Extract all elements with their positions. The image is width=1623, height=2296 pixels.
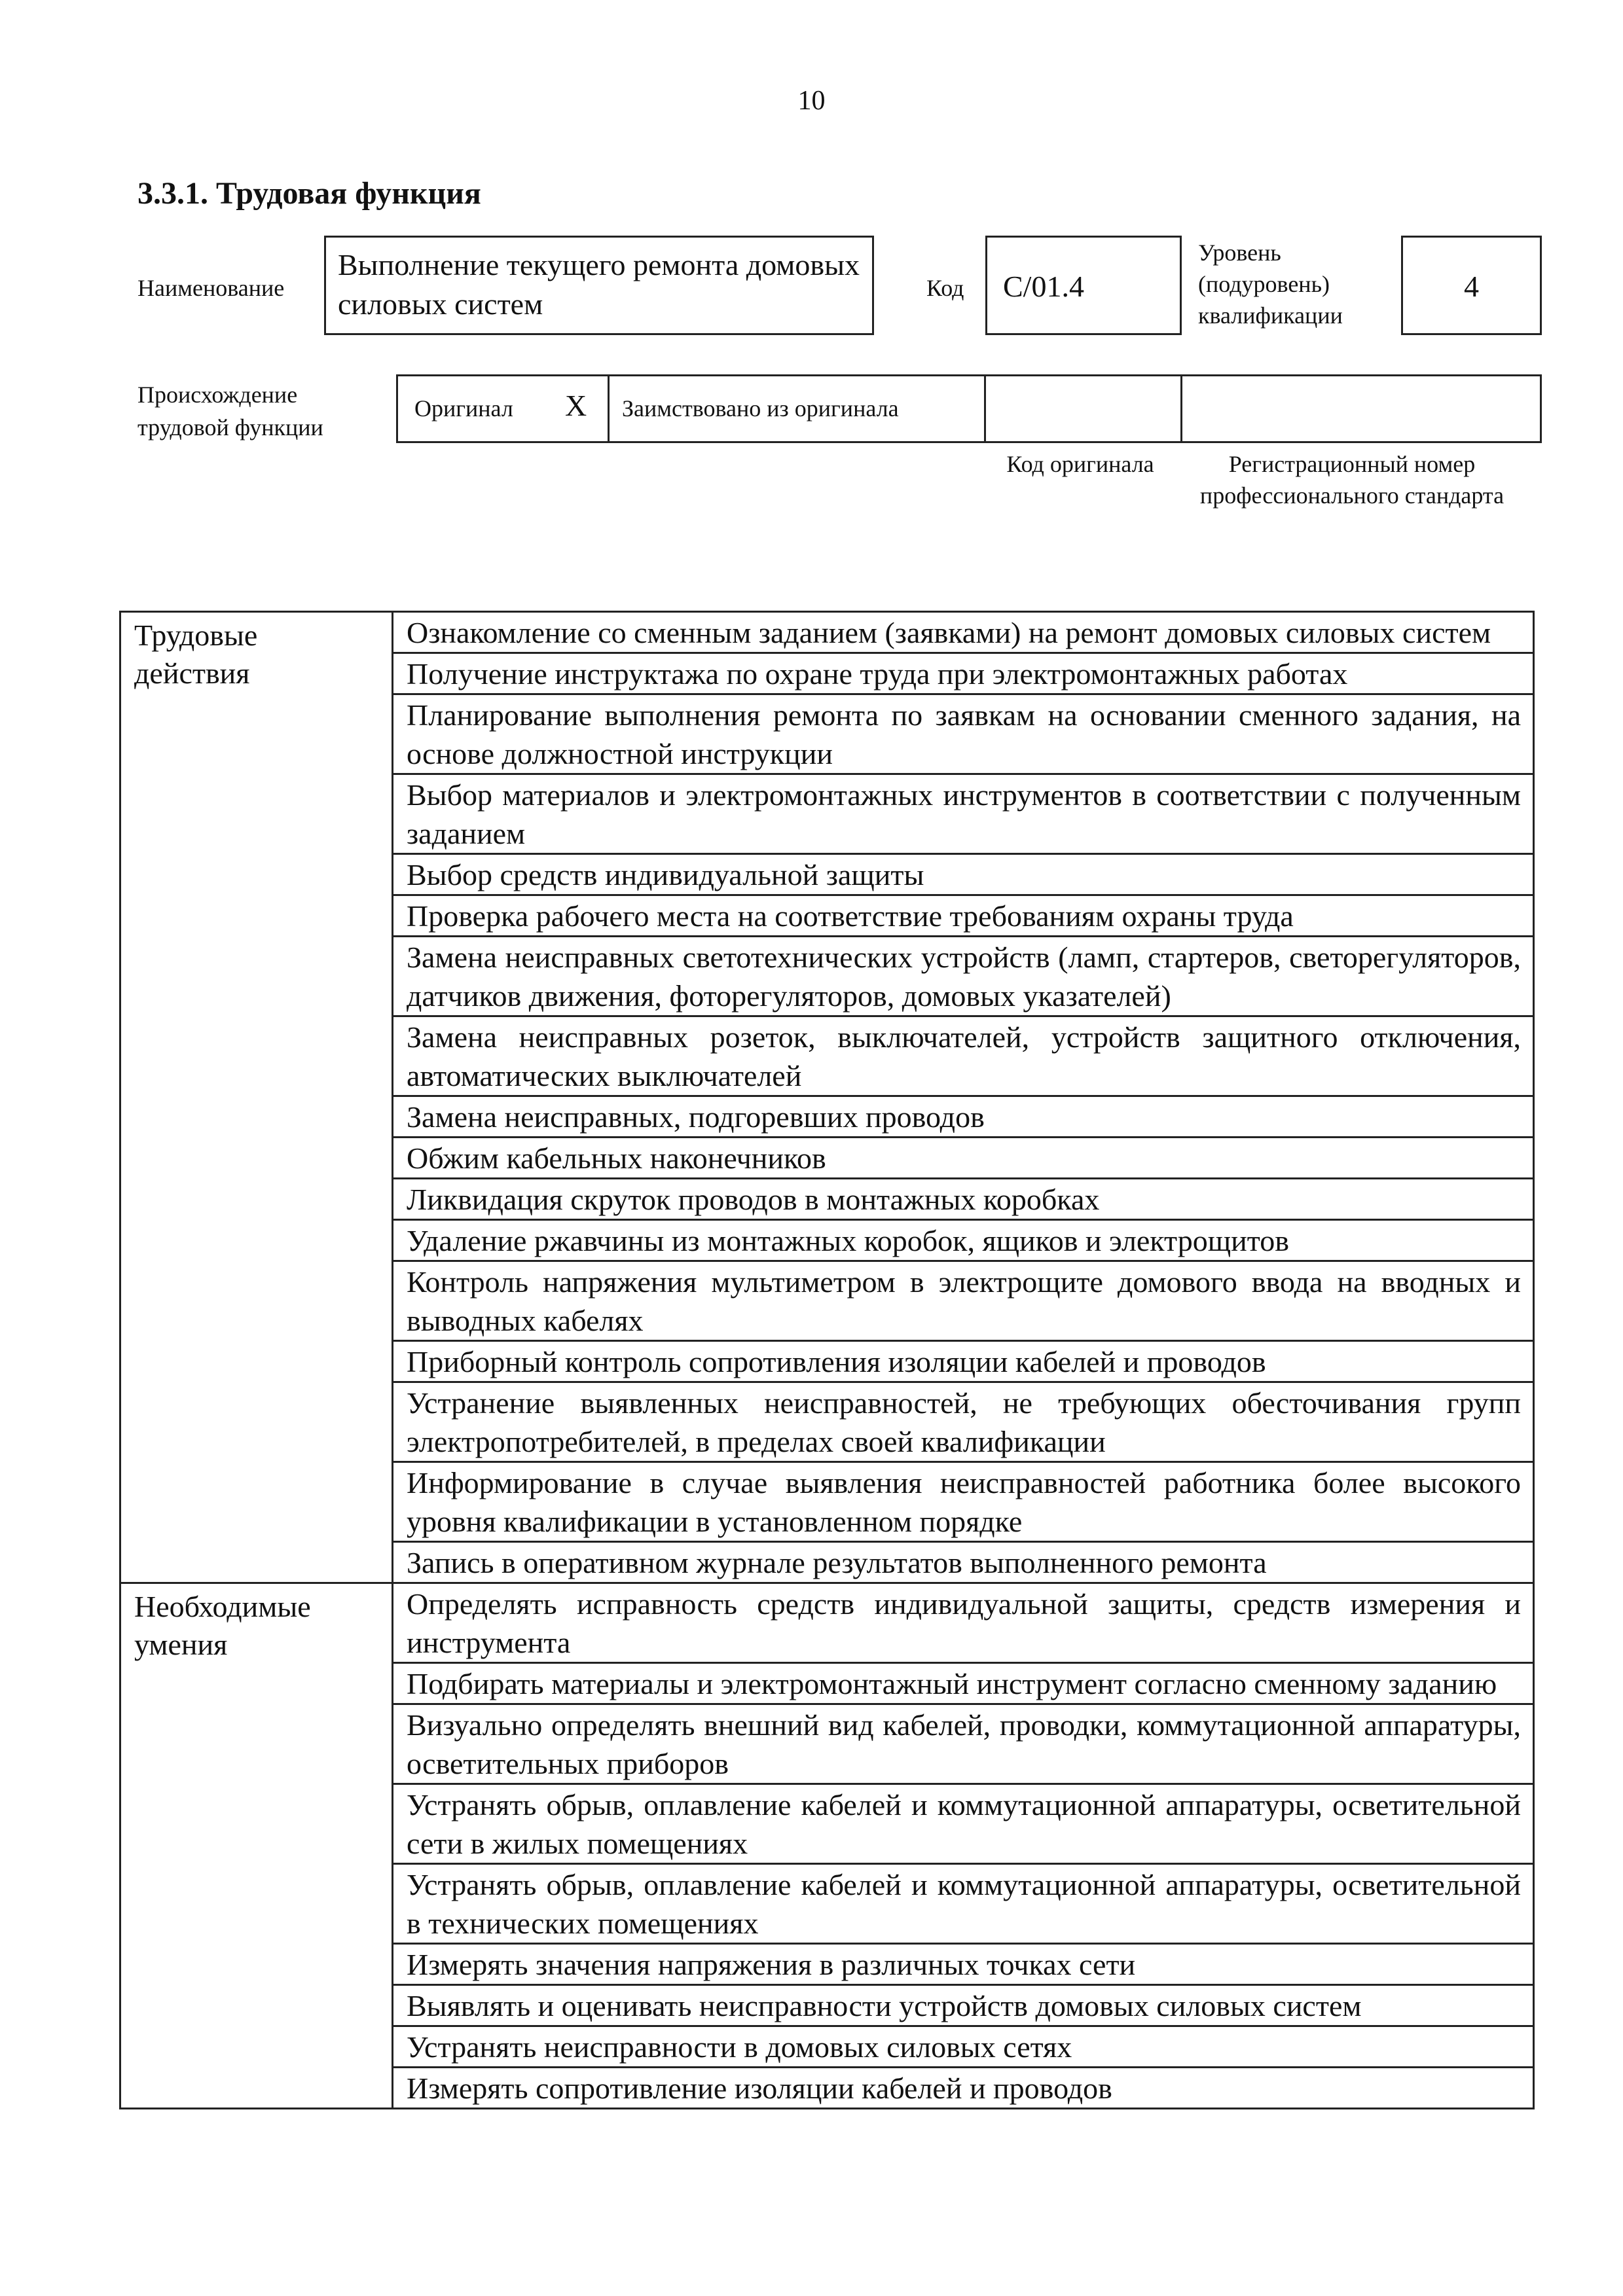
table-row: Измерять значения напряжения в различных точках сети: [393, 1943, 1533, 1984]
table-row: Подбирать материалы и электромонтажный инструмент согласно сменному заданию: [393, 1662, 1533, 1703]
table-row: Ликвидация скруток проводов в монтажных коробках: [393, 1177, 1533, 1219]
table-row: Контроль напряжения мультиметром в электрощите домового ввода на вводных и выводных кабелях: [393, 1260, 1533, 1340]
table-row: Выбор средств индивидуальной защиты: [393, 853, 1533, 894]
code-box: [985, 236, 1182, 335]
work-function-table: [119, 611, 1535, 2109]
code-value: С/01.4: [1003, 270, 1084, 303]
level-box: [1401, 236, 1542, 335]
table-group: [121, 1582, 1533, 2108]
reg-number-caption: Регистрационный номер профессионального стандарта: [1199, 451, 1504, 509]
table-row: Получение инструктажа по охране труда при электромонтажных работах: [393, 652, 1533, 693]
table-row: Выявлять и оценивать неисправности устройств домовых силовых систем: [393, 1984, 1533, 2025]
table-row: Устранять обрыв, оплавление кабелей и коммутационной аппаратуры, осветительной сети в жилых помещениях: [393, 1783, 1533, 1863]
table-row: Устранять неисправности в домовых силовых сетях: [393, 2025, 1533, 2066]
table-row: Визуально определять внешний вид кабелей, проводки, коммутационной аппаратуры, осветительных приборов: [393, 1703, 1533, 1783]
table-row: Определять исправность средств индивидуальной защиты, средств измерения и инструмента: [407, 1587, 1521, 1659]
table-row: Устранять обрыв, оплавление кабелей и коммутационной аппаратуры, осветительной в технических помещениях: [393, 1863, 1533, 1943]
name-value: Выполнение текущего ремонта домовых силовых систем: [338, 248, 860, 321]
table-row: Запись в оперативном журнале результатов выполненного ремонта: [393, 1541, 1533, 1582]
group-label: Трудовые действия: [121, 613, 393, 1582]
origin-row: [396, 374, 1542, 443]
name-box: [324, 236, 874, 335]
table-row: Замена неисправных, подгоревших проводов: [393, 1095, 1533, 1136]
divider: [984, 376, 986, 441]
table-row: Замена неисправных светотехнических устройств (ламп, стартеров, светорегуляторов, датчиков движения, фоторегуляторов, домовых указателей): [393, 935, 1533, 1015]
page-number: 10: [797, 86, 826, 116]
group-items: [393, 613, 1533, 1582]
table-row: Планирование выполнения ремонта по заявкам на основании сменного задания, на основе должностной инструкции: [393, 693, 1533, 773]
table-row: Выбор материалов и электромонтажных инструментов в соответствии с полученным заданием: [393, 773, 1533, 853]
name-label: Наименование: [137, 275, 285, 301]
original-mark: X: [565, 389, 587, 422]
divider: [1180, 376, 1182, 441]
code-original-caption: Код оригинала: [1006, 451, 1154, 477]
table-row: Замена неисправных розеток, выключателей, устройств защитного отключения, автоматических выключателей: [393, 1015, 1533, 1095]
group-label: Необходимые умения: [121, 1584, 393, 2108]
level-label: Уровень (подуровень) квалификации: [1198, 240, 1343, 329]
table-row: Проверка рабочего места на соответствие требованиям охраны труда: [393, 894, 1533, 935]
level-value: 4: [1464, 270, 1479, 303]
borrowed-label: Заимствовано из оригинала: [622, 395, 899, 422]
divider: [608, 376, 610, 441]
table-group: [121, 613, 1533, 1582]
table-row: Обжим кабельных наконечников: [393, 1136, 1533, 1177]
table-row: Удаление ржавчины из монтажных коробок, ящиков и электрощитов: [393, 1219, 1533, 1260]
section-heading: 3.3.1. Трудовая функция: [137, 176, 481, 211]
table-row: Приборный контроль сопротивления изоляции кабелей и проводов: [393, 1340, 1533, 1381]
table-row: Информирование в случае выявления неисправностей работника более высокого уровня квалификации в установленном порядке: [393, 1461, 1533, 1541]
original-label: Оригинал: [414, 395, 513, 422]
origin-label: Происхождение трудовой функции: [137, 382, 323, 440]
table-row: Устранение выявленных неисправностей, не требующих обесточивания групп электропотребителей, в пределах своей квалификации: [393, 1381, 1533, 1461]
code-label: Код: [926, 275, 964, 301]
group-items: [393, 1584, 1533, 2108]
table-row: Ознакомление со сменным заданием (заявками) на ремонт домовых силовых систем: [407, 616, 1491, 649]
table-row: Измерять сопротивление изоляции кабелей и проводов: [393, 2066, 1533, 2108]
